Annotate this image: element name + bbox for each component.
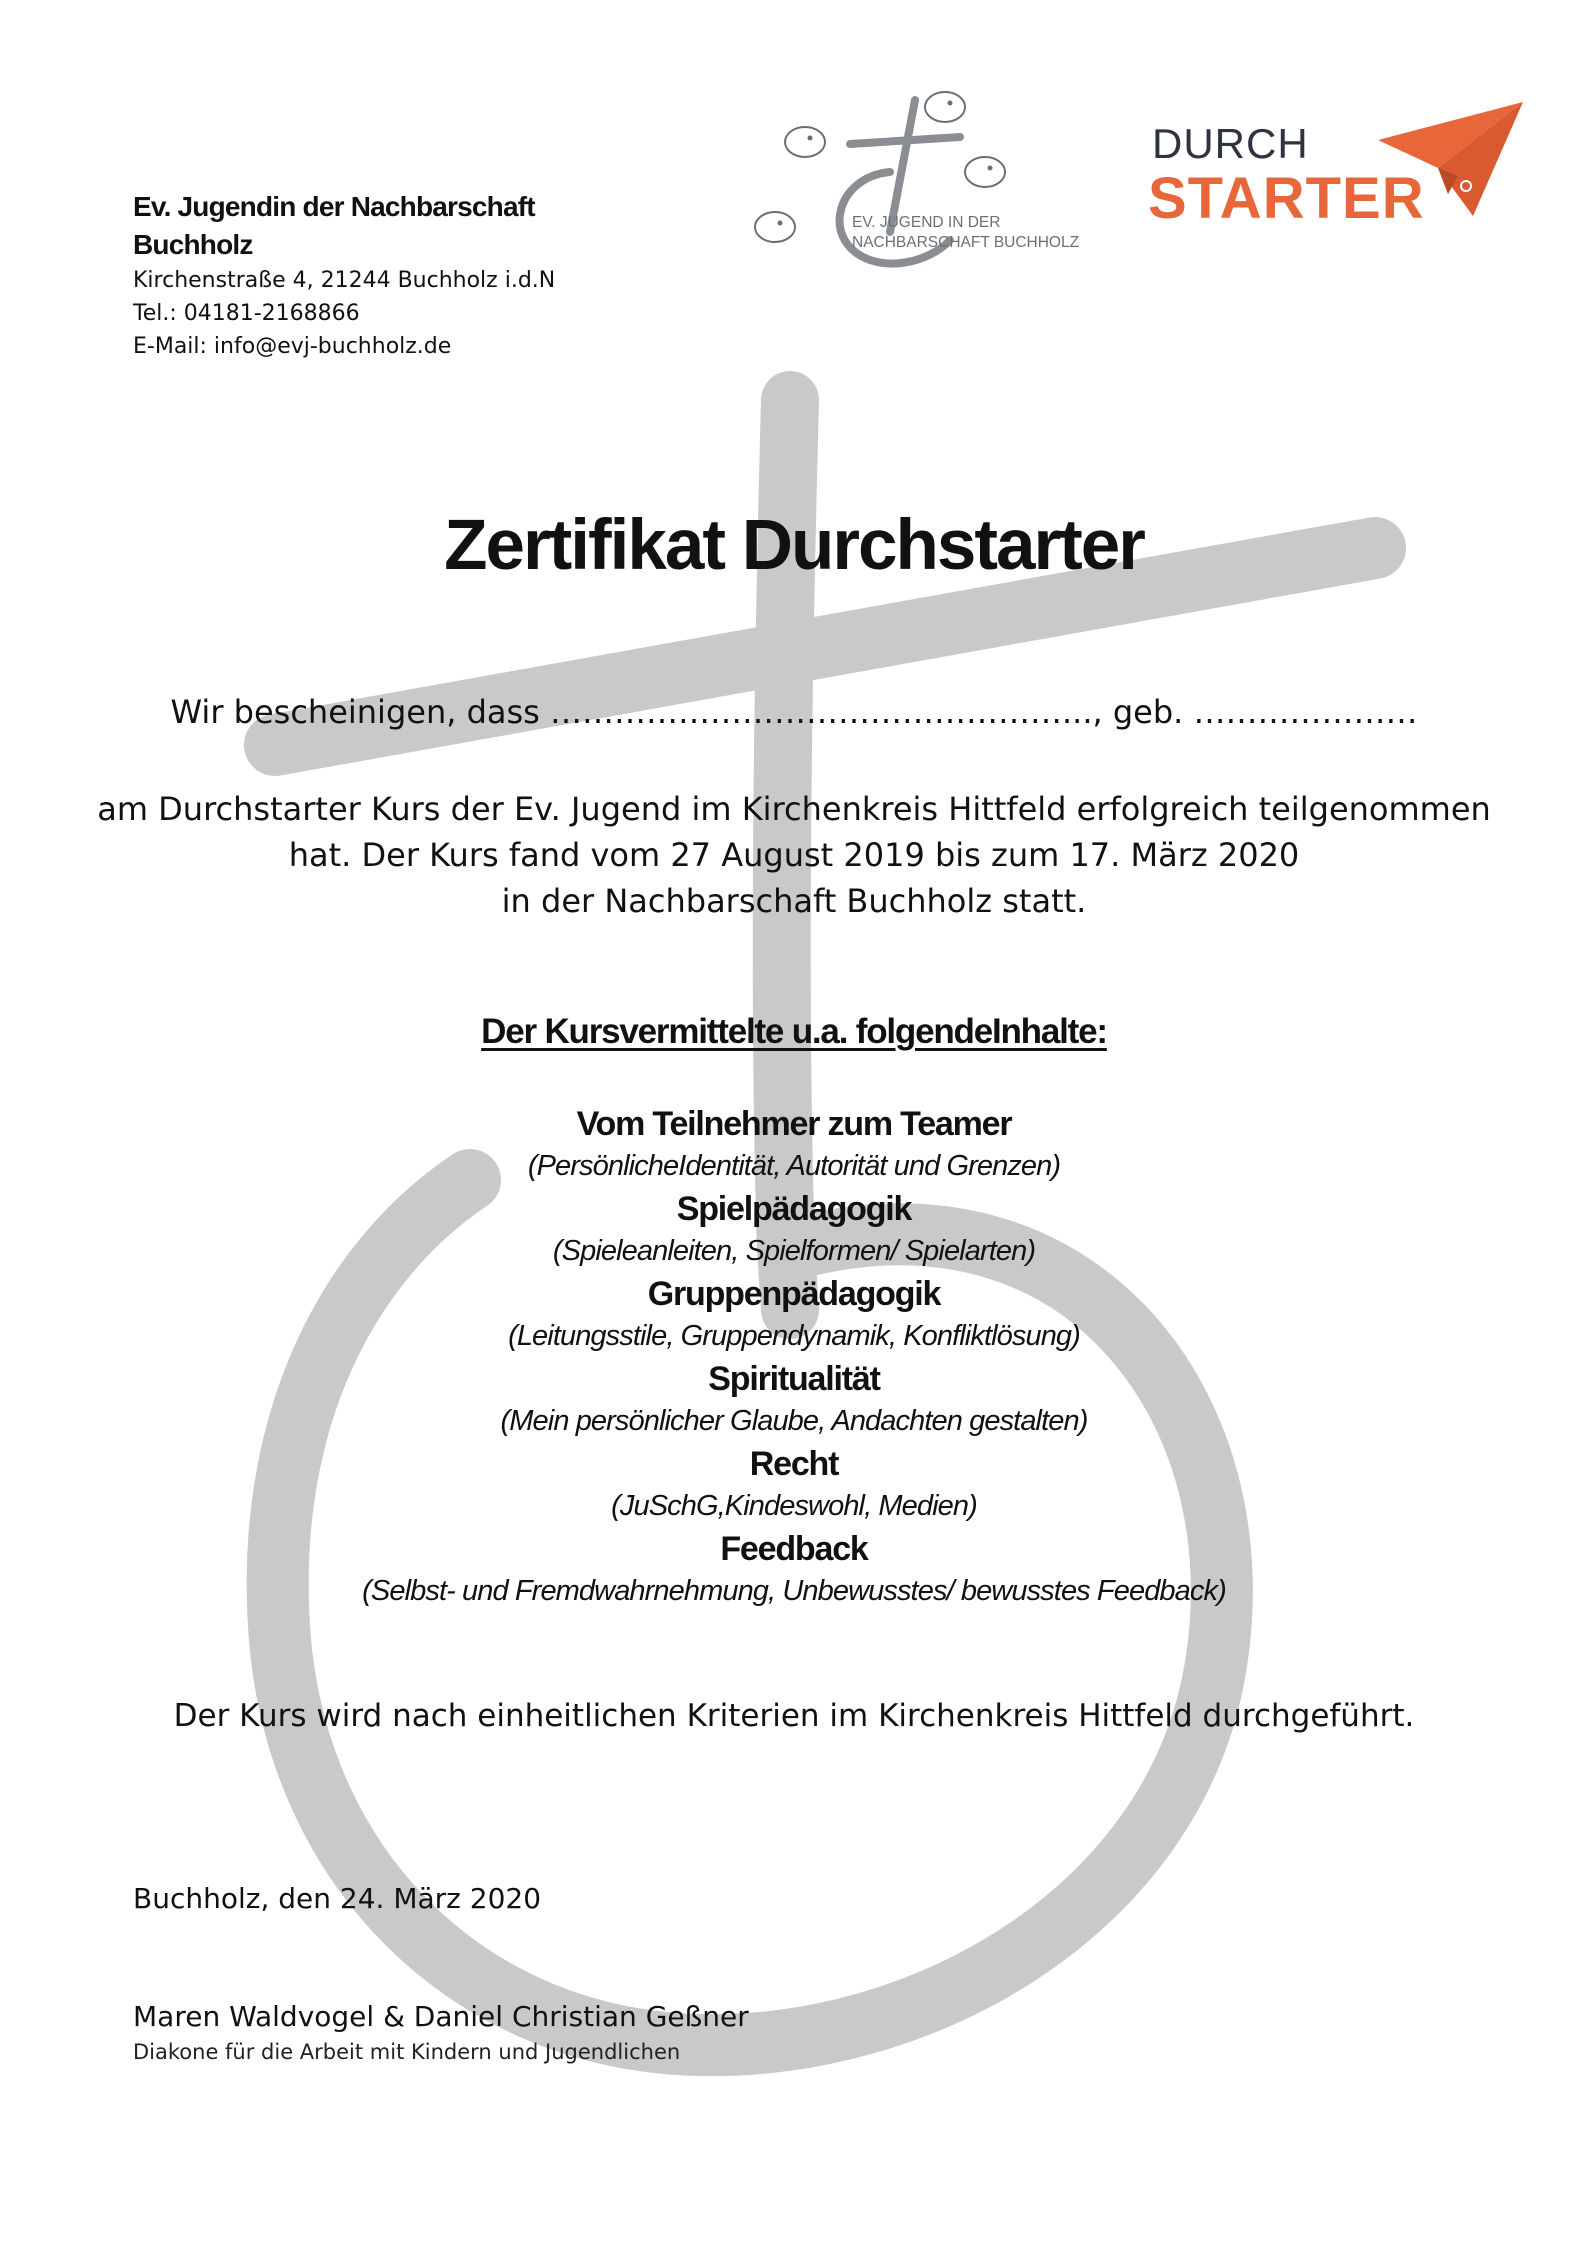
body-line: am Durchstarter Kurs der Ev. Jugend im Kirchenkreis Hittfeld erfolgreich teilgenommen xyxy=(97,790,1491,828)
contents-heading: Der Kursvermittelte u.a. folgendeInhalte: xyxy=(481,1012,1107,1051)
certificate-intro: Wir bescheinigen, dass …………………………………………..., geb. ………………… xyxy=(170,693,1418,731)
durchstarter-logo-starter: STARTER xyxy=(1148,166,1425,231)
topic-subtitle: (Selbst- und Fremdwahrnehmung, Unbewusstes/ bewusstes Feedback) xyxy=(362,1575,1226,1607)
sender-block xyxy=(133,188,603,363)
topic-title: Spiritualität xyxy=(708,1360,880,1398)
topic-title: Spielpädagogik xyxy=(676,1190,912,1228)
organization-name: Ev. Jugendin der Nachbarschaft Buchholz xyxy=(133,191,535,260)
durchstarter-logo xyxy=(1148,96,1528,236)
body-line: hat. Der Kurs fand vom 27 August 2019 bis zum 17. März 2020 xyxy=(288,836,1300,874)
evj-logo-line2: NACHBARSCHAFT BUCHHOLZ xyxy=(852,234,1080,251)
evj-logo-line1: EV. JUGEND IN DER xyxy=(852,214,1001,231)
topic-subtitle: (Spieleanleiten, Spielformen/ Spielarten) xyxy=(552,1235,1036,1267)
certificate-title: Zertifikat Durchstarter xyxy=(444,506,1144,585)
topic-subtitle: (PersönlicheIdentität, Autorität und Grenzen) xyxy=(527,1150,1061,1182)
signers-role: Diakone für die Arbeit mit Kindern und Jugendlichen xyxy=(133,2040,681,2064)
closing-statement: Der Kurs wird nach einheitlichen Kriterien im Kirchenkreis Hittfeld durchgeführt. xyxy=(173,1698,1415,1734)
evj-logo xyxy=(740,82,1100,272)
topics-list xyxy=(0,1102,1588,1612)
topic-subtitle: (JuSchG,Kindeswohl, Medien) xyxy=(611,1490,977,1522)
sender-email: E-Mail: info@evj-buchholz.de xyxy=(133,334,452,359)
topic-title: Recht xyxy=(749,1445,839,1483)
durchstarter-logo-durch: DURCH xyxy=(1152,120,1309,167)
topic-subtitle: (Leitungsstile, Gruppendynamik, Konfliktlösung) xyxy=(508,1320,1080,1352)
sender-address: Kirchenstraße 4, 21244 Buchholz i.d.N xyxy=(133,268,556,293)
sender-phone: Tel.: 04181-2168866 xyxy=(133,301,360,326)
signers-names: Maren Waldvogel & Daniel Christian Geßner xyxy=(133,2000,749,2033)
topic-title: Vom Teilnehmer zum Teamer xyxy=(576,1105,1012,1143)
topic-title: Gruppenpädagogik xyxy=(647,1275,941,1313)
certificate-body xyxy=(0,786,1588,924)
date-place: Buchholz, den 24. März 2020 xyxy=(133,1882,542,1915)
topic-title: Feedback xyxy=(720,1530,868,1568)
topic-subtitle: (Mein persönlicher Glaube, Andachten gestalten) xyxy=(500,1405,1088,1437)
body-line: in der Nachbarschaft Buchholz statt. xyxy=(501,882,1087,920)
